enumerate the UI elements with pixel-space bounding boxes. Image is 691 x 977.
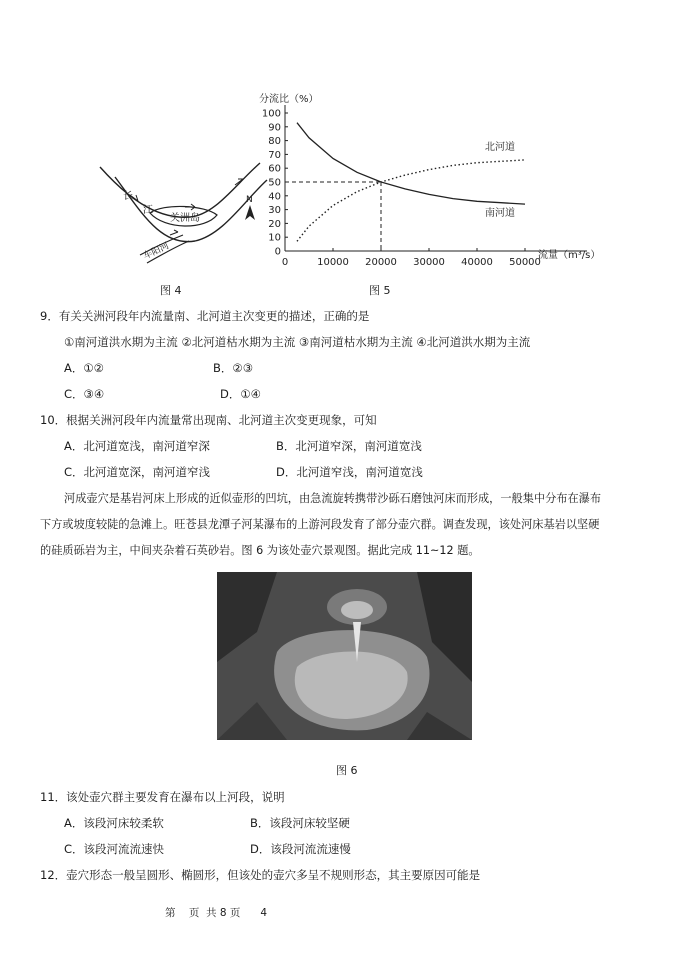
fig4-tributary-label: 车阳河 [142,241,171,262]
x-tick-label: 50000 [509,257,541,268]
y-tick-label: 70 [268,149,281,161]
fig4-river-char-1: 长 [123,191,133,202]
chart-xlabel: 流量（m³/s） [538,250,601,261]
x-tick-label: 40000 [461,257,493,268]
q11-option-d[interactable]: D．该段河流流速慢 [250,842,351,856]
y-tick-label: 10 [268,232,281,244]
legend-north: 北河道 [485,142,515,153]
fig4-north-label: N [246,195,253,205]
passage-line-3: 的硅质砾岩为主，中间夹杂着石英砂岩。图 6 为该处壶穴景观图。据此完成 11~12 题。 [40,544,480,557]
passage-line-2: 下方或坡度较陡的急滩上。旺苍县龙潭子河某瀑布的上游河段发育了部分壶穴群。调查发现，该处河床基岩以坚硬 [40,518,600,531]
fig4-caption: 图 4 [160,284,182,297]
passage-line-1: 河成壶穴是基岩河床上形成的近似壶形的凹坑，由急流旋转携带沙砾石磨蚀河床而形成，一般集中分布在瀑布 [64,492,602,505]
y-tick-label: 50 [268,177,281,189]
fig4-island-label: 关洲岛 [170,213,200,224]
y-tick-label: 20 [268,218,281,230]
y-tick-label: 0 [274,246,281,258]
q10-stem: 10．根据关洲河段年内流量常出现南、北河道主次变更现象，可知 [40,413,377,427]
q9-option-b[interactable]: B．②③ [213,361,254,375]
y-tick-label: 80 [268,136,281,148]
q11-stem: 11．该处壶穴群主要发育在瀑布以上河段，说明 [40,790,285,804]
q10-option-d[interactable]: D．北河道窄浅，南河道宽浅 [276,465,423,479]
series-line-south [297,123,525,204]
x-tick-label: 30000 [413,257,445,268]
q12-stem: 12．壶穴形态一般呈圆形、椭圆形，但该处的壶穴多呈不规则形态，其主要原因可能是 [40,868,481,882]
fig6-photo [217,572,472,740]
y-tick-label: 100 [261,108,281,120]
q9-option-a[interactable]: A．①② [64,361,104,375]
y-tick-label: 90 [268,122,281,134]
q11-option-b[interactable]: B．该段河床较坚硬 [250,816,350,830]
y-tick-label: 40 [268,191,281,203]
q11-option-c[interactable]: C．该段河流流速快 [64,842,165,856]
x-tick-label: 10000 [317,257,349,268]
series-line-north [297,160,525,241]
q11-option-a[interactable]: A．该段河床较柔软 [64,816,164,830]
q9-stem: 9．有关关洲河段年内流量南、北河道主次变更的描述，正确的是 [40,309,370,323]
q9-items: ①南河道洪水期为主流 ②北河道枯水期为主流 ③南河道枯水期为主流 ④北河道洪水期为主流 [64,335,531,349]
y-tick-label: 60 [268,163,281,175]
fig6-caption: 图 6 [336,764,358,777]
q10-option-c[interactable]: C．北河道宽深，南河道窄浅 [64,465,211,479]
q10-option-a[interactable]: A．北河道宽浅，南河道窄深 [64,439,210,453]
fig5-caption: 图 5 [369,284,391,297]
fig4-map [95,155,270,265]
page-footer: 第 页 共 8 页 4 [165,907,268,919]
q9-option-d[interactable]: D．①④ [220,387,261,401]
q10-option-b[interactable]: B．北河道窄深，南河道宽浅 [276,439,422,453]
legend-south: 南河道 [485,208,515,219]
x-tick-label: 20000 [365,257,397,268]
y-tick-label: 30 [268,205,281,217]
q9-option-c[interactable]: C．③④ [64,387,105,401]
chart-ylabel: 分流比（%） [259,94,319,105]
fig4-river-char-2: 江 [143,205,153,216]
fig5-chart [255,88,615,273]
x-tick-label: 0 [281,257,289,268]
